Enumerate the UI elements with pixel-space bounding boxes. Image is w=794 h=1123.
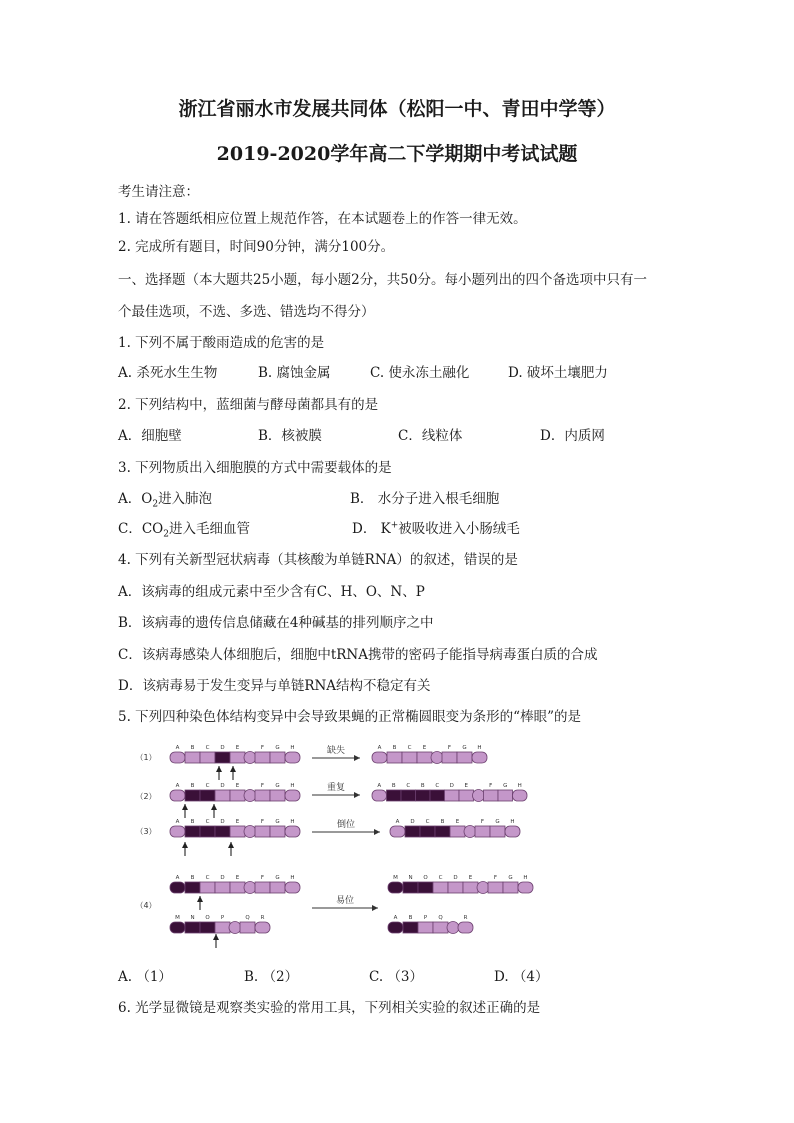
option-c-prefix: C．CO — [118, 521, 164, 537]
row1-result-chromosome-segment — [442, 752, 457, 763]
row-label-2: （2） — [135, 792, 157, 801]
row3-result-chromosome-gene-label: E — [455, 819, 460, 825]
row4-chromosome-abc-gene-label: A — [175, 875, 180, 881]
row3-result-chromosome-gene-label: B — [440, 819, 445, 825]
question-1-option-a: A. 杀死水生生物 — [118, 365, 218, 381]
row1-result-chromosome-segment — [387, 752, 402, 763]
question-5-option-a: A. （1） — [118, 969, 172, 985]
question-1-option-c: C. 使永冻土融化 — [370, 365, 470, 381]
row3-original-chromosome-gene-label: B — [190, 819, 195, 825]
row3-original-chromosome-segment — [185, 826, 200, 837]
row4-chromosome-abc-gene-label: E — [235, 875, 240, 881]
row3-result-chromosome-segment — [420, 826, 435, 837]
row3-result-chromosome-segment — [505, 826, 520, 837]
row1-deletion-arrow-head — [354, 755, 360, 761]
row3-result-chromosome-segment — [435, 826, 450, 837]
row2-result-chromosome-gene-label: H — [517, 783, 522, 789]
row1-original-chromosome-gene-label: F — [260, 745, 265, 751]
row4-result-top-gene-label: E — [468, 875, 473, 881]
row3-original-chromosome-gene-label: D — [220, 819, 225, 825]
row4-result-top-gene-label: M — [393, 875, 398, 881]
row4-result-top-segment — [488, 882, 503, 893]
row4-result-top-segment — [448, 882, 463, 893]
notice-heading: 考生请注意： — [118, 184, 199, 200]
row4-translocation-arrow-head — [372, 905, 378, 911]
question-4-option-b: B．该病毒的遗传信息储藏在4种碱基的排列顺序之中 — [118, 615, 434, 631]
notice-item-2: 2. 完成所有题目，时间90分钟，满分100分。 — [118, 239, 395, 255]
row1-result-chromosome-segment — [472, 752, 487, 763]
row2-original-chromosome-segment — [270, 790, 285, 801]
row3-inversion-arrow-label: 倒位 — [336, 820, 356, 830]
question-4-option-a: A．该病毒的组成元素中至少含有C、H、O、N、P — [118, 584, 425, 600]
row1-original-chromosome-segment — [215, 752, 230, 763]
row1-result-chromosome-gene-label: B — [392, 745, 397, 751]
question-3-option-b: B． 水分子进入根毛细胞 — [350, 491, 500, 507]
row4-result-bottom-segment — [403, 922, 418, 933]
option-a-text: 进入肺泡 — [158, 491, 213, 507]
row4-result-top-gene-label: H — [523, 875, 528, 881]
question-5-option-d: D. （4） — [494, 969, 549, 985]
row2-original-chromosome-segment — [255, 790, 270, 801]
row3-original-chromosome-segment — [230, 826, 245, 837]
row4-chromosome-mno-gene-label: M — [175, 915, 180, 921]
row4-chromosome-abc-gene-label: F — [260, 875, 265, 881]
row3-original-chromosome-segment — [285, 826, 300, 837]
row4-chromosome-abc-centromere — [244, 882, 256, 894]
paper-title-line1: 浙江省丽水市发展共同体（松阳一中、青田中学等） — [178, 98, 616, 120]
row3-result-chromosome-centromere — [464, 826, 476, 838]
row4-result-top-centromere — [477, 882, 489, 894]
row2-result-chromosome-gene-label: G — [503, 783, 508, 789]
row3-original-chromosome-segment — [200, 826, 215, 837]
row4-chromosome-mno-gene-label: R — [260, 915, 265, 921]
row1-original-chromosome-gene-label: B — [190, 745, 195, 751]
row1-result-chromosome-centromere — [431, 752, 443, 764]
section-heading-line2: 个最佳选项，不选、多选、错选均不得分） — [118, 304, 375, 320]
row4-chromosome-abc-segment — [170, 882, 185, 893]
question-2-option-d: D．内质网 — [540, 428, 605, 444]
question-4-stem: 4. 下列有关新型冠状病毒（其核酸为单链RNA）的叙述，错误的是 — [118, 552, 518, 568]
row4-chromosome-abc-gene-label: D — [220, 875, 225, 881]
row3-original-chromosome-segment — [170, 826, 185, 837]
question-4-option-d: D．该病毒易于发生变异与单链RNA结构不稳定有关 — [118, 678, 431, 694]
row1-result-chromosome-gene-label: F — [447, 745, 452, 751]
row4-result-bottom-gene-label: B — [408, 915, 413, 921]
row3-result-chromosome-gene-label: F — [480, 819, 485, 825]
row2-result-chromosome-gene-label: D — [449, 783, 454, 789]
row1-original-chromosome-segment — [255, 752, 270, 763]
row4-chromosome-abc-segment — [215, 882, 230, 893]
row3-break-arrow-right-head — [228, 842, 234, 848]
row2-result-chromosome-gene-label: C — [406, 783, 411, 789]
row4-chromosome-abc-gene-label: C — [205, 875, 210, 881]
row3-original-chromosome-segment — [270, 826, 285, 837]
row3-result-chromosome-gene-label: G — [495, 819, 500, 825]
row3-inversion-arrow-head — [374, 829, 380, 835]
row2-result-chromosome-segment — [513, 790, 528, 801]
row4-chromosome-mno-gene-label: O — [205, 915, 210, 921]
row4-break-arrow-top-head — [197, 896, 203, 902]
row1-result-chromosome-segment — [417, 752, 432, 763]
row1-original-chromosome-segment — [285, 752, 300, 763]
section-heading-line1: 一、选择题（本大题共25小题，每小题2分，共50分。每小题列出的四个备选项中只有一 — [118, 272, 647, 288]
row2-break-arrow-right-head — [211, 804, 217, 810]
row4-chromosome-abc-segment — [255, 882, 270, 893]
row4-chromosome-mno-segment — [170, 922, 185, 933]
row2-duplication-arrow-label: 重复 — [326, 783, 346, 793]
row2-result-chromosome-segment — [416, 790, 431, 801]
row4-result-top-segment — [503, 882, 518, 893]
row1-result-chromosome-segment — [402, 752, 417, 763]
question-5-option-c: C. （3） — [369, 969, 424, 985]
row2-original-chromosome-gene-label: A — [175, 783, 180, 789]
row4-chromosome-abc-segment — [270, 882, 285, 893]
row1-break-arrow-left-head — [216, 766, 222, 772]
row3-original-chromosome-centromere — [244, 826, 256, 838]
row4-chromosome-mno-segment — [185, 922, 200, 933]
row3-original-chromosome-gene-label: F — [260, 819, 265, 825]
row1-original-chromosome-segment — [270, 752, 285, 763]
row-label-4: （4） — [135, 901, 157, 910]
row2-original-chromosome-gene-label: D — [220, 783, 225, 789]
row3-result-chromosome-segment — [390, 826, 405, 837]
row2-original-chromosome-gene-label: G — [275, 783, 280, 789]
question-2-option-c: C．线粒体 — [398, 428, 463, 444]
row4-result-top-segment — [418, 882, 433, 893]
row3-result-chromosome-gene-label: A — [395, 819, 400, 825]
row2-result-chromosome-segment — [387, 790, 402, 801]
row1-result-chromosome-gene-label: E — [422, 745, 427, 751]
row4-result-top-gene-label: C — [438, 875, 443, 881]
row4-result-top-segment — [433, 882, 448, 893]
row1-break-arrow-right-head — [230, 766, 236, 772]
row4-chromosome-mno-segment — [200, 922, 215, 933]
row3-original-chromosome-gene-label: A — [175, 819, 180, 825]
row4-result-bottom-segment — [388, 922, 403, 933]
row3-break-arrow-left-head — [182, 842, 188, 848]
row2-result-chromosome-segment — [372, 790, 387, 801]
row2-original-chromosome-gene-label: E — [235, 783, 240, 789]
row2-original-chromosome-segment — [230, 790, 245, 801]
row4-result-top-gene-label: F — [493, 875, 498, 881]
row1-result-chromosome-gene-label: G — [462, 745, 467, 751]
row4-chromosome-abc-segment — [285, 882, 300, 893]
row2-original-chromosome-gene-label: C — [205, 783, 210, 789]
row4-result-top-segment — [403, 882, 418, 893]
row4-result-top-gene-label: G — [508, 875, 513, 881]
row4-result-bottom-gene-label: Q — [438, 915, 443, 921]
row4-chromosome-abc-segment — [230, 882, 245, 893]
option-d-text: 被吸收进入小肠绒毛 — [398, 521, 520, 537]
notice-item-1: 1. 请在答题纸相应位置上规范作答，在本试题卷上的作答一律无效。 — [118, 211, 527, 227]
row4-chromosome-mno-segment — [255, 922, 270, 933]
question-6-stem: 6. 光学显微镜是观察类实验的常用工具，下列相关实验的叙述正确的是 — [118, 1000, 541, 1016]
row2-result-chromosome-gene-label: A — [377, 783, 382, 789]
row4-result-top-gene-label: N — [408, 875, 413, 881]
option-d-superscript: + — [390, 520, 399, 531]
row1-result-chromosome-gene-label: C — [407, 745, 412, 751]
option-a-prefix: A．O — [118, 491, 153, 507]
row2-original-chromosome-gene-label: H — [290, 783, 295, 789]
row1-result-chromosome-segment — [457, 752, 472, 763]
question-5-option-b: B. （2） — [244, 969, 299, 985]
row1-original-chromosome-segment — [200, 752, 215, 763]
row2-result-chromosome-segment — [484, 790, 499, 801]
row4-chromosome-mno-gene-label: Q — [245, 915, 250, 921]
row1-original-chromosome-gene-label: H — [290, 745, 295, 751]
row4-result-bottom-gene-label: R — [463, 915, 468, 921]
row4-chromosome-mno-centromere — [229, 922, 241, 934]
row3-original-chromosome-gene-label: H — [290, 819, 295, 825]
row1-original-chromosome-gene-label: G — [275, 745, 280, 751]
row4-chromosome-mno-segment — [215, 922, 230, 933]
row4-chromosome-abc-gene-label: B — [190, 875, 195, 881]
row3-result-chromosome-segment — [405, 826, 420, 837]
question-3-option-c — [118, 517, 250, 540]
row2-break-arrow-left-head — [182, 804, 188, 810]
row4-result-bottom-gene-label: A — [393, 915, 398, 921]
row1-result-chromosome-gene-label: H — [477, 745, 482, 751]
row2-original-chromosome-segment — [285, 790, 300, 801]
row2-result-chromosome-gene-label: B — [420, 783, 425, 789]
row2-original-chromosome-segment — [200, 790, 215, 801]
row4-chromosome-mno-gene-label: N — [190, 915, 195, 921]
question-5-stem: 5. 下列四种染色体结构变异中会导致果蝇的正常椭圆眼变为条形的“棒眼”的是 — [118, 709, 581, 725]
question-2-option-b: B．核被膜 — [258, 428, 322, 444]
row1-original-chromosome-segment — [230, 752, 245, 763]
row3-result-chromosome-gene-label: D — [410, 819, 415, 825]
question-4-option-c: C．该病毒感染人体细胞后，细胞中tRNA携带的密码子能指导病毒蛋白质的合成 — [118, 647, 598, 663]
row2-original-chromosome-gene-label: B — [190, 783, 195, 789]
row2-result-chromosome-segment — [445, 790, 460, 801]
row-label-3: （3） — [135, 827, 157, 836]
question-2-option-a: A．细胞壁 — [118, 428, 182, 444]
row2-result-chromosome-gene-label: F — [489, 783, 493, 789]
option-c-subscript: 2 — [163, 529, 169, 540]
row4-result-top-segment — [388, 882, 403, 893]
row2-original-chromosome-segment — [170, 790, 185, 801]
row4-result-bottom-centromere — [447, 922, 459, 934]
paper-title-line2: 2019-2020学年高二下学期期中考试试题 — [216, 143, 578, 165]
question-2-stem: 2. 下列结构中，蓝细菌与酵母菌都具有的是 — [118, 397, 379, 413]
row2-original-chromosome-segment — [185, 790, 200, 801]
row3-result-chromosome-gene-label: H — [510, 819, 515, 825]
row4-chromosome-abc-gene-label: H — [290, 875, 295, 881]
row3-result-chromosome-segment — [450, 826, 465, 837]
row2-original-chromosome-gene-label: F — [260, 783, 265, 789]
row3-result-chromosome-segment — [475, 826, 490, 837]
row2-original-chromosome-centromere — [244, 790, 256, 802]
row4-result-top-segment — [518, 882, 533, 893]
row1-result-chromosome-segment — [372, 752, 387, 763]
row4-result-top-gene-label: O — [423, 875, 428, 881]
question-3-option-d — [352, 517, 520, 537]
row3-original-chromosome-segment — [215, 826, 230, 837]
row-label-1: （1） — [135, 753, 157, 762]
row2-result-chromosome-gene-label: B — [391, 783, 396, 789]
row4-translocation-arrow-label: 易位 — [335, 896, 355, 906]
row1-original-chromosome-segment — [185, 752, 200, 763]
row2-result-chromosome-segment — [430, 790, 445, 801]
row4-result-top-segment — [463, 882, 478, 893]
option-d-prefix: D． K — [352, 521, 391, 537]
row4-chromosome-abc-segment — [185, 882, 200, 893]
row4-chromosome-abc-segment — [200, 882, 215, 893]
question-1-option-b: B. 腐蚀金属 — [258, 365, 331, 381]
row1-original-chromosome-gene-label: E — [235, 745, 240, 751]
row3-result-chromosome-segment — [490, 826, 505, 837]
row4-result-bottom-segment — [418, 922, 433, 933]
row2-result-chromosome-gene-label: C — [435, 783, 440, 789]
question-3-stem: 3. 下列物质出入细胞膜的方式中需要载体的是 — [118, 460, 392, 476]
row1-result-chromosome-gene-label: A — [377, 745, 382, 751]
row4-chromosome-mno-gene-label: P — [220, 915, 225, 921]
row4-result-top-gene-label: D — [453, 875, 458, 881]
option-c-text: 进入毛细血管 — [168, 521, 250, 537]
row4-chromosome-abc-gene-label: G — [275, 875, 280, 881]
row2-result-chromosome-segment — [459, 790, 474, 801]
row2-duplication-arrow-head — [354, 792, 360, 798]
row1-original-chromosome-gene-label: D — [220, 745, 225, 751]
row4-chromosome-mno-segment — [240, 922, 255, 933]
row2-result-chromosome-segment — [401, 790, 416, 801]
row3-original-chromosome-gene-label: G — [275, 819, 280, 825]
row1-deletion-arrow-label: 缺失 — [326, 746, 346, 756]
row3-original-chromosome-gene-label: C — [205, 819, 210, 825]
row2-result-chromosome-gene-label: E — [464, 783, 468, 789]
option-a-subscript: 2 — [152, 499, 159, 510]
row4-result-bottom-segment — [433, 922, 448, 933]
row1-original-chromosome-gene-label: C — [205, 745, 210, 751]
row4-break-arrow-bottom-head — [213, 934, 219, 940]
row4-result-bottom-segment — [458, 922, 473, 933]
row3-result-chromosome-gene-label: C — [425, 819, 430, 825]
row3-original-chromosome-segment — [255, 826, 270, 837]
row3-original-chromosome-gene-label: E — [235, 819, 240, 825]
row4-result-bottom-gene-label: P — [423, 915, 428, 921]
row2-original-chromosome-segment — [215, 790, 230, 801]
row2-result-chromosome-segment — [498, 790, 513, 801]
row1-original-chromosome-centromere — [244, 752, 256, 764]
question-1-stem: 1. 下列不属于酸雨造成的危害的是 — [118, 335, 325, 351]
row1-original-chromosome-gene-label: A — [175, 745, 180, 751]
row1-original-chromosome-segment — [170, 752, 185, 763]
question-1-option-d: D. 破坏土壤肥力 — [508, 365, 608, 381]
question-3-option-a — [118, 487, 212, 510]
row2-result-chromosome-centromere — [473, 790, 485, 802]
